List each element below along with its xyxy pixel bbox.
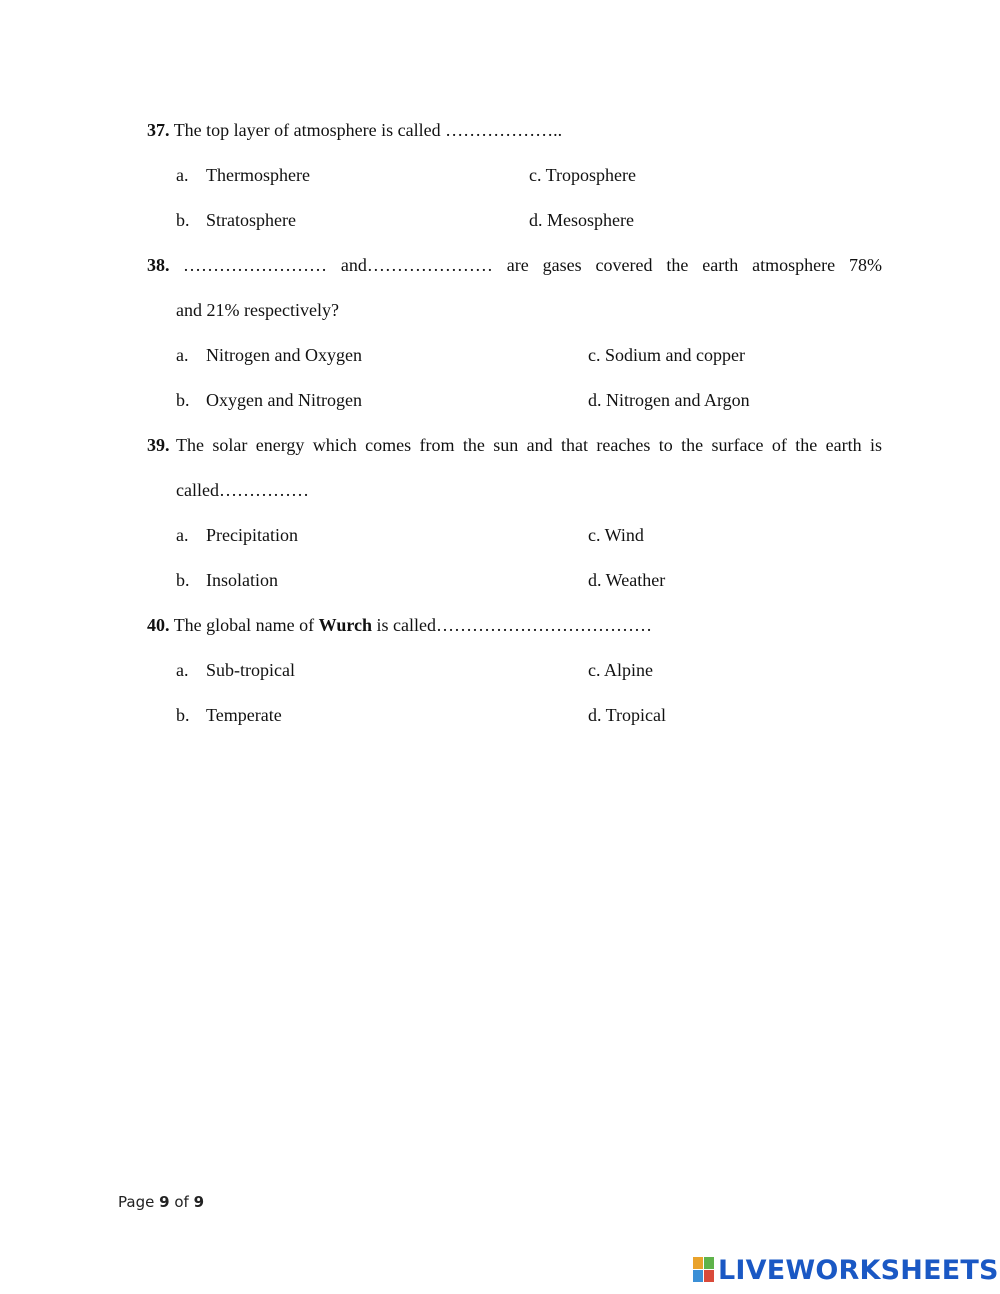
question-keyword: Wurch [318, 615, 372, 635]
option-letter: b. [176, 570, 190, 590]
page-footer [118, 1192, 204, 1212]
option-37-c: c. Troposphere [529, 165, 636, 185]
option-39-b [176, 569, 278, 591]
question-37 [147, 119, 562, 141]
option-letter: a. [176, 525, 189, 545]
question-number: 37. [147, 120, 170, 140]
option-text: Thermosphere [206, 165, 310, 185]
option-40-b [176, 704, 282, 726]
option-39-c: c. Wind [588, 525, 644, 545]
option-letter: b. [176, 210, 190, 230]
question-text: The global name of [173, 615, 315, 635]
option-38-d: d. Nitrogen and Argon [588, 390, 750, 410]
option-text: Nitrogen and Oxygen [206, 345, 362, 365]
option-text: Stratosphere [206, 210, 296, 230]
option-39-d: d. Weather [588, 570, 666, 590]
option-40-a [176, 659, 295, 681]
option-text: Temperate [206, 705, 282, 725]
option-38-a [176, 344, 362, 366]
option-text: Oxygen and Nitrogen [206, 390, 362, 410]
question-text: The solar energy which comes from the sun and that reaches to the surface of the earth is [176, 435, 882, 455]
page-word: Page [118, 1193, 155, 1211]
option-text: Insolation [206, 570, 278, 590]
question-number: 40. [147, 615, 170, 635]
logo-text: LIVEWORKSHEETS [718, 1254, 999, 1286]
question-38-continued: and 21% respectively? [176, 300, 339, 320]
question-40 [147, 614, 652, 636]
liveworksheets-logo [693, 1253, 999, 1287]
page-current: 9 [159, 1193, 170, 1211]
option-38-b [176, 389, 362, 411]
option-letter: b. [176, 705, 190, 725]
option-letter: a. [176, 660, 189, 680]
question-38 [147, 254, 882, 276]
option-38-c: c. Sodium and copper [588, 345, 745, 365]
option-text: Precipitation [206, 525, 298, 545]
option-40-d: d. Tropical [588, 705, 667, 725]
option-text: Sub-tropical [206, 660, 295, 680]
question-39 [147, 434, 882, 456]
option-37-d: d. Mesosphere [529, 210, 634, 230]
question-number: 38. [147, 255, 170, 275]
page-total: 9 [193, 1193, 205, 1211]
question-text-end: is called……………………………… [376, 615, 652, 635]
question-number: 39. [147, 435, 170, 455]
question-39-continued: called…………… [176, 480, 309, 500]
question-text: …………………… and………………… are gases covered the earth atmosphere 78% [183, 255, 882, 275]
option-40-c: c. Alpine [588, 660, 653, 680]
of-word: of [174, 1193, 189, 1211]
option-letter: b. [176, 390, 190, 410]
question-text: The top layer of atmosphere is called ……………….. [173, 120, 563, 140]
option-37-b [176, 209, 296, 231]
live-blocks-icon [693, 1257, 715, 1283]
option-37-a [176, 164, 310, 186]
option-letter: a. [176, 165, 189, 185]
option-39-a [176, 524, 298, 546]
option-letter: a. [176, 345, 189, 365]
